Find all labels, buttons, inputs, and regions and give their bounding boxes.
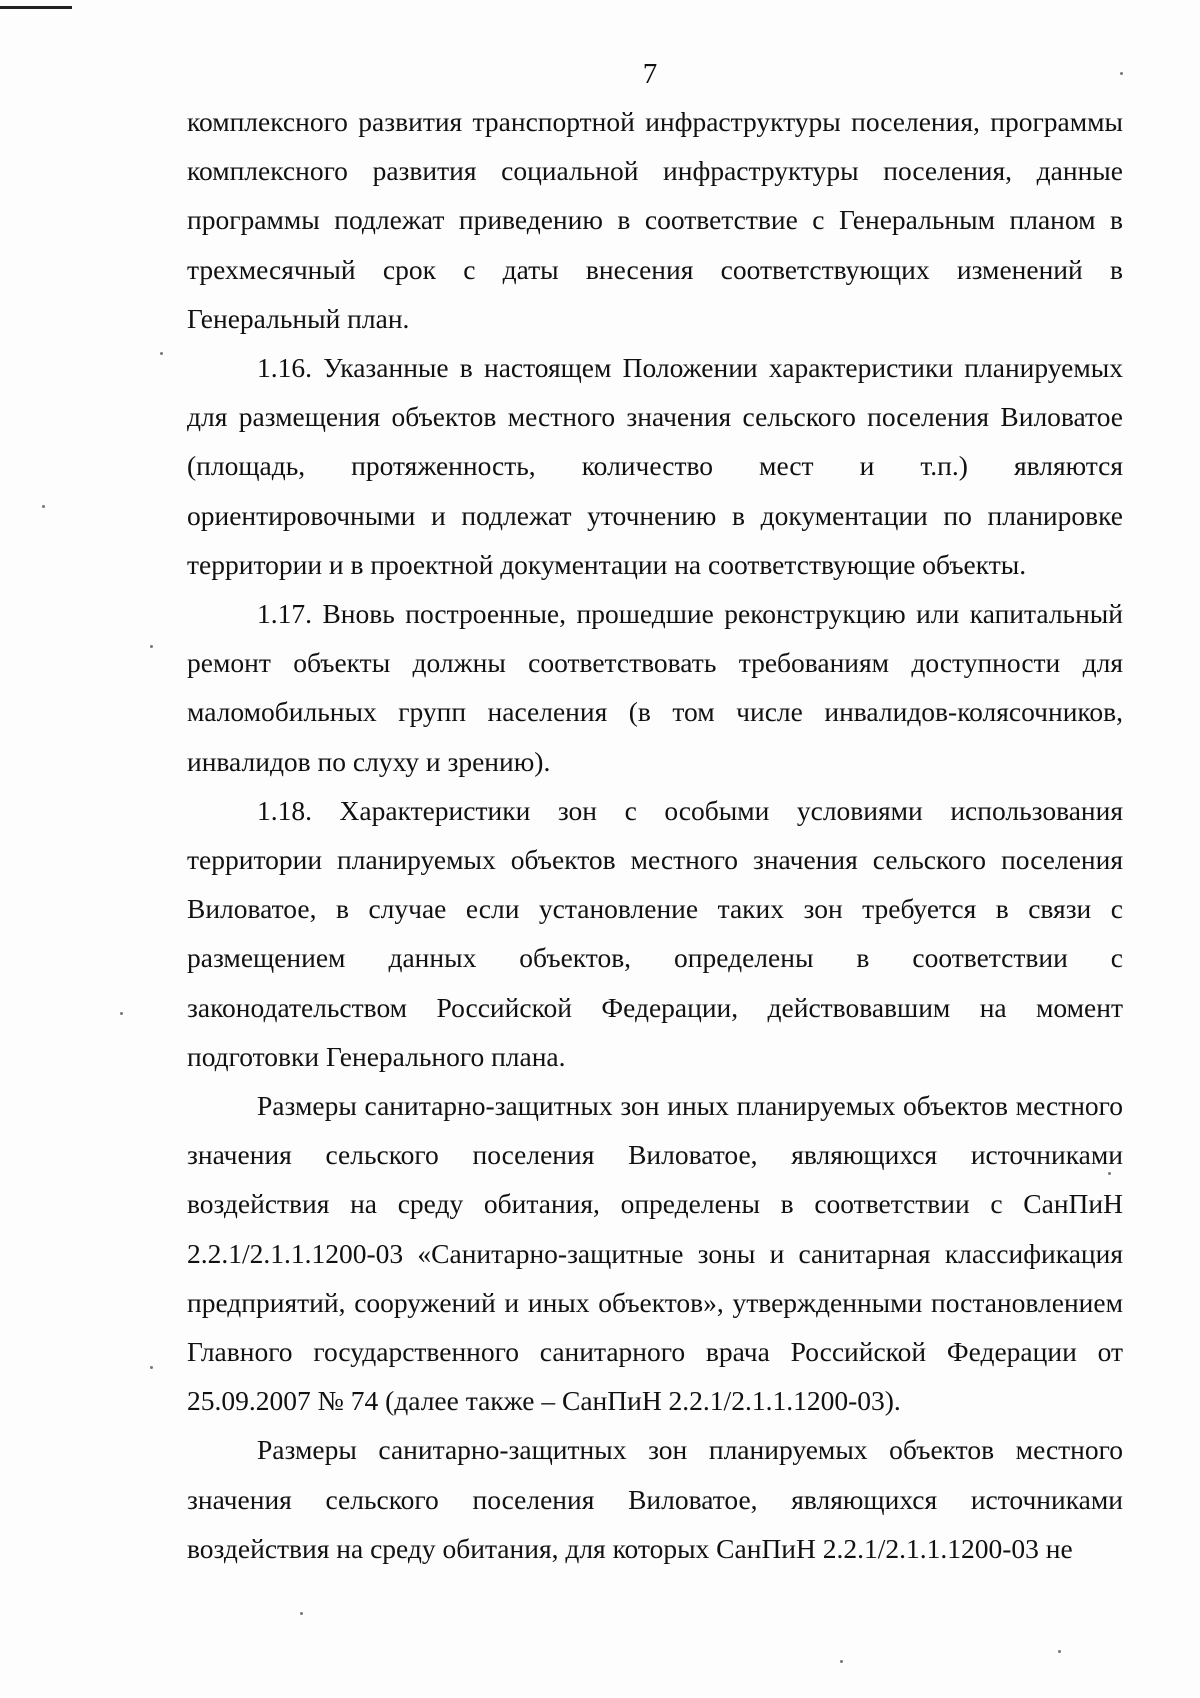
scan-speck	[42, 505, 45, 508]
document-body	[187, 97, 1123, 1573]
scan-speck	[160, 352, 163, 355]
paragraph-1-16: 1.16. Указанные в настоящем Положении характеристики планируемых для размещения объектов местного значения сельского поселения Виловатое (площадь, протяженность, количество мест и т.п.) являются ориентировочными и подлежат уточнению в документации по планировке территории и в проектной документации на соответствующие объекты.	[187, 352, 1123, 580]
scan-speck	[1058, 1650, 1061, 1653]
paragraph-continuation: комплексного развития транспортной инфраструктуры поселения, программы комплексного развития социальной инфраструктуры поселения, данные программы подлежат приведению в соответствие с Генеральным планом в трехмесячный срок с даты внесения соответствующих изменений в Генеральный план.	[187, 106, 1123, 334]
scan-speck	[300, 1612, 303, 1615]
scan-speck	[150, 645, 153, 648]
paragraph-sanitary-zones-planned: Размеры санитарно-защитных зон планируемых объектов местного значения сельского поселения Виловатое, являющихся источниками воздействия на среду обитания, для которых СанПиН 2.2.1/2.1.1.1200-03 не	[187, 1434, 1123, 1564]
page-number: 7	[642, 58, 658, 90]
scan-speck	[120, 1012, 123, 1015]
scan-speck	[150, 1366, 153, 1369]
paragraph-sanitary-zones-other: Размеры санитарно-защитных зон иных планируемых объектов местного значения сельского поселения Виловатое, являющихся источниками воздействия на среду обитания, определены в соответствии с СанПиН 2.2.1/2.1.1.1200-03 «Санитарно-защитные зоны и санитарная классификация предприятий, сооружений и иных объектов», утвержденными постановлением Главного государственного санитарного врача Российской Федерации от 25.09.2007 № 74 (далее также – СанПиН 2.2.1/2.1.1.1200-03).	[187, 1090, 1123, 1417]
scan-speck	[840, 1660, 843, 1663]
paragraph-1-18: 1.18. Характеристики зон с особыми условиями использования территории планируемых объектов местного значения сельского поселения Виловатое, в случае если установление таких зон требуется в связи с размещением данных объектов, определены в соответствии с законодательством Российской Федерации, действовавшим на момент подготовки Генерального плана.	[187, 794, 1123, 1072]
scan-speck	[1120, 72, 1123, 75]
paragraph-1-17: 1.17. Вновь построенные, прошедшие реконструкцию или капитальный ремонт объекты должны соответствовать требованиям доступности для маломобильных групп населения (в том числе инвалидов-колясочников, инвалидов по слуху и зрению).	[187, 598, 1123, 777]
scan-speck	[1108, 1172, 1111, 1175]
scan-corner-mark	[0, 6, 72, 9]
